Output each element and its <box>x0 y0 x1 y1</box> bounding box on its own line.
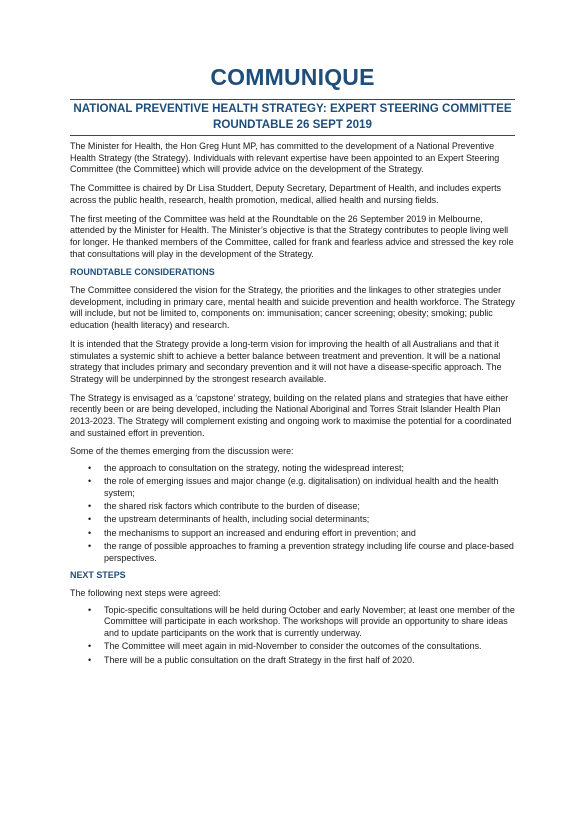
list-item-text: the mechanisms to support an increased and enduring effort in prevention; and <box>104 527 416 538</box>
list-item-text: Topic-specific consultations will be held during October and early November; at least one member of the Committee will participate in each workshop. The workshops will provide an opportunity to share ideas and to update participants on the work that is currently underway. <box>104 604 515 639</box>
list-item <box>88 654 515 667</box>
bullet-icon: • <box>88 463 92 474</box>
list-item-text: The Committee will meet again in mid-November to consider the outcomes of the consultations. <box>104 641 482 652</box>
next-steps-heading: NEXT STEPS <box>70 570 126 581</box>
intro-paragraph-2: The Committee is chaired by Dr Lisa Studdert, Deputy Secretary, Department of Health, and includes experts across the public health, research, health promotion, medical, allied health and nursing fields. <box>70 183 502 205</box>
bullet-icon: • <box>88 654 92 665</box>
list-item-text: the range of possible approaches to framing a prevention strategy including life course and place-based perspectives. <box>104 540 514 563</box>
page-title: COMMUNIQUE <box>210 64 375 90</box>
next-steps-intro: The following next steps were agreed: <box>70 588 221 598</box>
bullet-icon: • <box>88 604 92 615</box>
subtitle-line-1: NATIONAL PREVENTIVE HEALTH STRATEGY: EXPERT STEERING COMMITTEE <box>73 102 512 115</box>
list-item <box>88 540 515 564</box>
list-item <box>88 501 515 513</box>
list-item-text: There will be a public consultation on the draft Strategy in the first half of 2020. <box>104 654 415 665</box>
themes-intro: Some of the themes emerging from the discussion were: <box>70 446 294 457</box>
list-item <box>88 476 515 499</box>
next-steps-list <box>70 605 515 667</box>
subtitle-line-2: ROUNDTABLE 26 SEPT 2019 <box>213 118 372 131</box>
list-item-text: the role of emerging issues and major change (e.g. digitalisation) on individual health and the health system; <box>104 476 499 499</box>
list-item <box>88 514 515 526</box>
list-item-text: the upstream determinants of health, including social determinants; <box>104 514 370 525</box>
themes-list <box>70 463 515 564</box>
document-subtitle <box>70 99 515 136</box>
list-item <box>88 604 515 640</box>
intro-paragraph-1: The Minister for Health, the Hon Greg Hunt MP, has committed to the development of a National Preventive Health Strategy (the Strategy). Individuals with relevant expertise have been appointed to an Expert Steering Committee (the Committee) which will provide advice on the development of the Strategy. <box>70 141 500 175</box>
bullet-icon: • <box>88 476 92 487</box>
list-item <box>88 463 515 475</box>
roundtable-heading: ROUNDTABLE CONSIDERATIONS <box>70 267 215 278</box>
bullet-icon: • <box>88 527 92 538</box>
list-item <box>88 527 515 540</box>
list-item <box>88 641 515 653</box>
bullet-icon: • <box>88 501 92 512</box>
list-item-text: the shared risk factors which contribute to the burden of disease; <box>104 501 360 512</box>
list-item-text: the approach to consultation on the strategy, noting the widespread interest; <box>104 463 404 474</box>
roundtable-paragraph-2: It is intended that the Strategy provide a long-term vision for improving the health of all Australians and that it stimulates a systemic shift to achieve a better balance between treatment and prevention. It will be a national strategy that includes primary and secondary prevention and it will not have a disease-specific approach. The Strategy will be underpinned by the strongest research available. <box>70 338 502 384</box>
bullet-icon: • <box>88 514 92 525</box>
roundtable-paragraph-3: The Strategy is envisaged as a ‘capstone’ strategy, building on the related plans and strategies that have either recently been or are being developed, including the National Aboriginal and Torres Strait Islander Health Plan 2013-2023. The Strategy will complement existing and ongoing work to maximise the potential for a coordinated and sustained effort in prevention. <box>70 392 512 438</box>
intro-paragraph-3: The first meeting of the Committee was held at the Roundtable on the 26 September 2019 in Melbourne, attended by the Minister for Health. The Minister’s objective is that the Strategy contributes to people living well for longer. He thanked members of the Committee, called for frank and fearless advice and stressed the key role that consultations will play in the development of the Strategy. <box>70 213 514 259</box>
bullet-icon: • <box>88 641 92 652</box>
roundtable-paragraph-1: The Committee considered the vision for the Strategy, the priorities and the linkages to other strategies under development, including in primary care, mental health and suicide prevention and health workforce. The Strategy will include, but not be limited to, components on: immunisation; cancer screening; obesity; smoking; public education (health literacy) and research. <box>70 285 515 331</box>
bullet-icon: • <box>88 540 92 551</box>
